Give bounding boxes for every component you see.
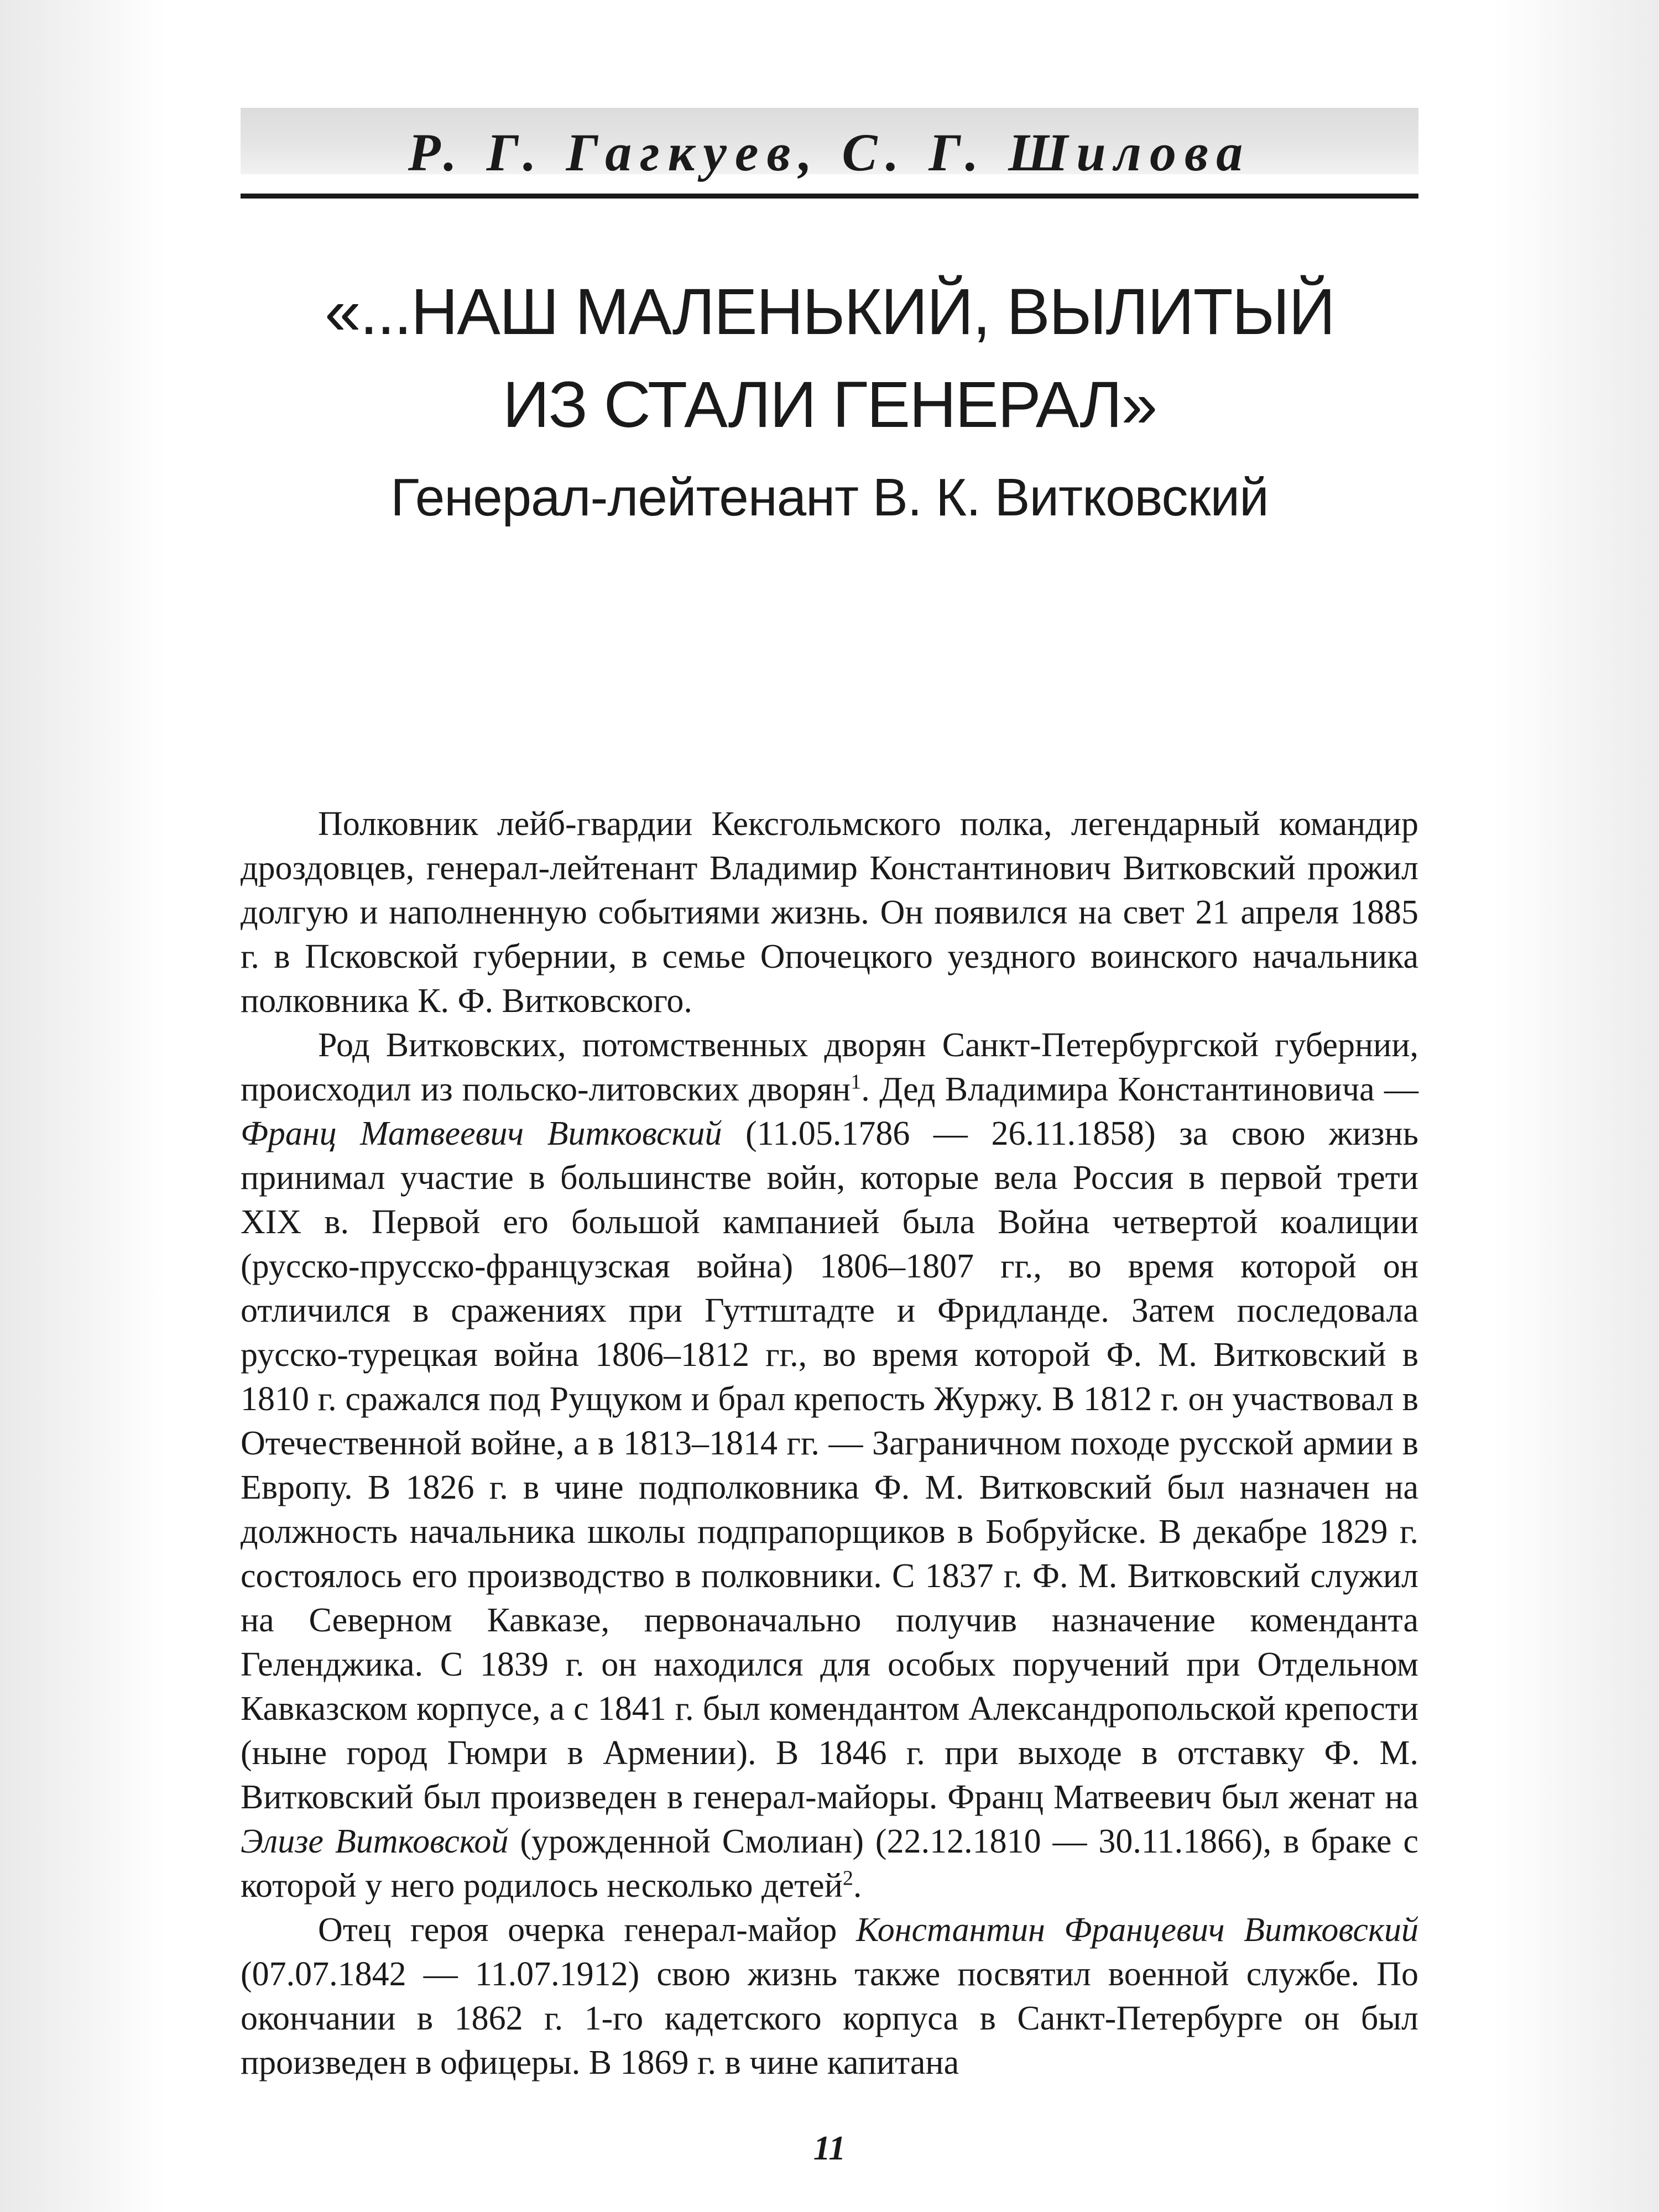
italic-name: Константин Францевич Витковский <box>855 1911 1418 1949</box>
text-run: Род Витковских, потомственных дворян Санкт-Петербургской губернии, происходил из польско-литовских дворян <box>241 1026 1418 1108</box>
italic-name: Элизе Витковской <box>241 1823 509 1860</box>
text-run: Отец героя очерка генерал-майор <box>318 1911 856 1949</box>
text-run: Полковник лейб-гвардии Кексгольмского полка, легендарный командир дроздовцев, генерал-лейтенант Владимир Константинович Витковский прожил долгую и наполненную событиями жизнь. Он появился на свет 21 апреля 1885 г. в Псковской губернии, в семье Опочецкого уездного воинского начальника полковника К. Ф. Витковского. <box>241 805 1418 1020</box>
text-run: (07.07.1842 — 11.07.1912) свою жизнь также посвятил военной службе. По окончании в 1862 г. 1-го кадетского корпуса в Санкт-Петербурге он был произведен в офицеры. В 1869 г. в чине капитана <box>241 1955 1418 2081</box>
text-run: . Дед Владимира Константиновича — <box>861 1071 1419 1108</box>
footnote-marker: 1 <box>851 1070 862 1094</box>
footnote-marker: 2 <box>842 1866 853 1890</box>
text-run: (урожденной Смолиан) (22.12.1810 — 30.11.1866), в браке с которой у него родилось несколько детей <box>241 1823 1418 1905</box>
page-number: 11 <box>813 2130 846 2167</box>
chapter-title-line: ИЗ СТАЛИ ГЕНЕРАЛ» <box>502 368 1157 441</box>
paragraph <box>241 1023 1418 1908</box>
chapter-title-line: «...НАШ МАЛЕНЬКИЙ, ВЫЛИТЫЙ <box>325 275 1334 348</box>
text-run: . <box>853 1867 862 1905</box>
chapter-title <box>241 265 1418 451</box>
scan-shadow-right <box>1493 0 1659 2212</box>
paragraph <box>241 1908 1418 2085</box>
header-rule <box>241 194 1418 199</box>
italic-name: Франц Матвеевич Витковский <box>241 1115 722 1152</box>
running-head-authors: Р. Г. Гагкуев, С. Г. Шилова <box>408 123 1251 182</box>
text-run: (11.05.1786 — 26.11.1858) за свою жизнь принимал участие в большинстве войн, которые вела Россия в первой трети XIX в. Первой его большой кампанией была Война четвертой коалиции (русско-прусско-французская война) 1806–1807 гг., во время которой он отличился в сражениях при Гуттштадте и Фридланде. Затем последовала русско-турецкая война 1806–1812 гг., во время которой Ф. М. Витковский в 1810 г. сражался под Рущуком и брал крепость Журжу. В 1812 г. он участвовал в Отечественной войне, а в 1813–1814 гг. — Заграничном походе русской армии в Европу. В 1826 г. в чине подполковника Ф. М. Витковский был назначен на должность начальника школы подпрапорщиков в Бобруйске. В декабре 1829 г. состоялось его производство в полковники. С 1837 г. Ф. М. Витковский служил на Северном Кавказе, первоначально получив назначение коменданта Геленджика. С 1839 г. он находился для особых поручений при Отдельном Кавказском корпусе, а с 1841 г. был комендантом Александропольской крепости (ныне город Гюмри в Армении). В 1846 г. при выходе в отставку Ф. М. Витковский был произведен в генерал-майоры. Франц Матвеевич был женат на <box>241 1115 1418 1816</box>
body-text <box>241 802 1418 2085</box>
paragraph <box>241 802 1418 1023</box>
scan-shadow-left <box>0 0 166 2212</box>
chapter-subtitle: Генерал-лейтенант В. К. Витковский <box>390 468 1269 527</box>
